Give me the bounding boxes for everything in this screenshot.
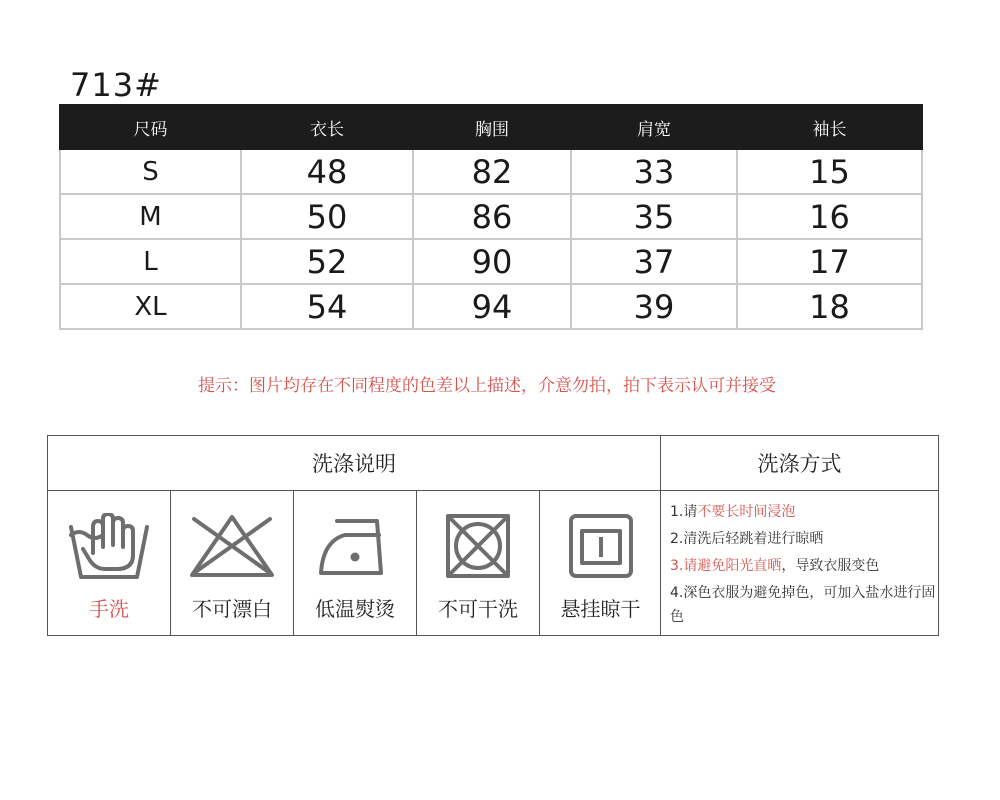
step-3-rest: ，导致衣服变色	[781, 558, 880, 574]
washing-instructions-title: 洗涤说明	[48, 436, 661, 491]
no-dry-clean-label: 不可干洗	[438, 597, 518, 621]
care-instructions-panel	[47, 435, 939, 636]
bust-cell: 90	[413, 239, 571, 284]
step-1-warning: 不要长时间浸泡	[697, 504, 796, 520]
low-temp-iron-icon	[315, 513, 395, 577]
header-length: 衣长	[241, 105, 413, 149]
low-temp-iron-label: 低温熨烫	[315, 597, 395, 621]
color-difference-notice: 提示：图片均存在不同程度的色差以上描述，介意勿拍，拍下表示认可并接受	[198, 376, 776, 396]
step-4: 4.深色衣服为避免掉色，可加入盐水进行固色	[670, 585, 936, 625]
care-item-no-bleach	[171, 491, 294, 635]
shoulder-cell: 33	[571, 149, 737, 194]
hang-dry-icon	[568, 513, 634, 579]
table-row	[60, 239, 922, 284]
length-cell: 52	[241, 239, 413, 284]
sleeve-cell: 15	[737, 149, 922, 194]
care-item-no-dry-clean	[417, 491, 540, 635]
table-row	[60, 194, 922, 239]
size-chart-header-row	[60, 105, 922, 149]
length-cell: 50	[241, 194, 413, 239]
header-sleeve: 袖长	[737, 105, 922, 149]
shoulder-cell: 35	[571, 194, 737, 239]
bust-cell: 94	[413, 284, 571, 329]
sleeve-cell: 18	[737, 284, 922, 329]
care-item-hand-wash	[48, 491, 171, 635]
step-1-prefix: 1.请	[670, 504, 698, 520]
table-row	[60, 149, 922, 194]
sleeve-cell: 16	[737, 194, 922, 239]
table-row	[60, 284, 922, 329]
step-1	[670, 499, 938, 526]
washing-steps	[661, 491, 938, 635]
hang-dry-label: 悬挂晾干	[560, 597, 641, 621]
shoulder-cell: 37	[571, 239, 737, 284]
header-shoulder: 肩宽	[571, 105, 737, 149]
step-3-warning: 3.请避免阳光直晒	[670, 558, 782, 574]
size-cell: XL	[60, 284, 241, 329]
header-bust: 胸围	[413, 105, 571, 149]
step-3	[670, 553, 938, 580]
header-size: 尺码	[60, 105, 241, 149]
step-2: 2.清洗后轻跳着进行晾晒	[670, 531, 824, 547]
shoulder-cell: 39	[571, 284, 737, 329]
size-cell: L	[60, 239, 241, 284]
bust-cell: 82	[413, 149, 571, 194]
model-number: 713#	[70, 66, 162, 104]
washing-method-title: 洗涤方式	[661, 436, 938, 491]
length-cell: 54	[241, 284, 413, 329]
size-cell: S	[60, 149, 241, 194]
hand-wash-label: 手洗	[89, 597, 129, 621]
care-item-low-temp-iron	[294, 491, 417, 635]
length-cell: 48	[241, 149, 413, 194]
no-bleach-label: 不可漂白	[192, 597, 272, 621]
sleeve-cell: 17	[737, 239, 922, 284]
hand-wash-icon	[67, 513, 151, 583]
care-item-hang-dry	[540, 491, 661, 635]
no-dry-clean-icon	[445, 513, 511, 579]
care-icons-row	[48, 491, 661, 635]
size-chart-table	[59, 104, 923, 330]
bust-cell: 86	[413, 194, 571, 239]
size-cell: M	[60, 194, 241, 239]
no-bleach-icon	[188, 513, 276, 579]
